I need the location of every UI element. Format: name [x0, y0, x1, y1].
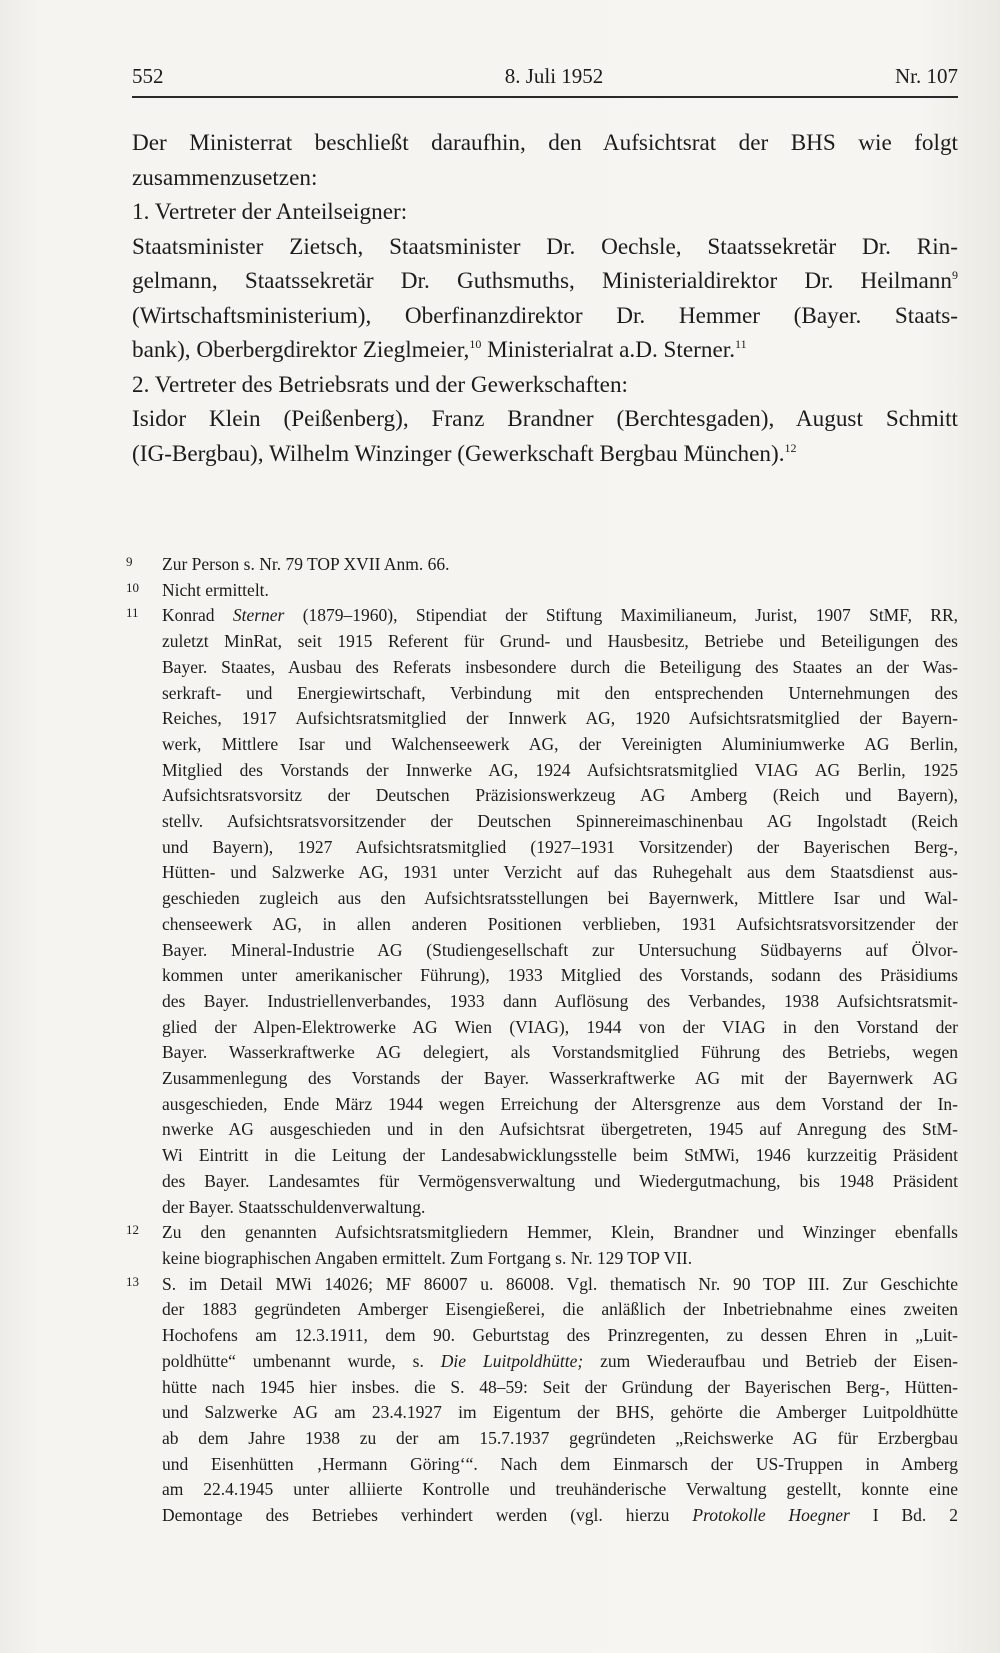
text-line: (IG-Bergbau), Wilhelm Winzinger (Gewerkschaft Bergbau München).$^{12}$ [132, 440, 797, 467]
cited-title: Protokolle Hoegner [692, 1505, 850, 1526]
footnote-ref: 12 [784, 440, 797, 455]
footnote-9 [126, 552, 958, 578]
footnote-ref: 10 [469, 337, 482, 351]
footnote-line: Aufsichtsratsvorsitz der Deutschen Präzisionswerkzeug AG Amberg (Reich und Bayern), [162, 785, 958, 806]
text-line: (Wirtschaftsministerium), Oberfinanzdirektor Dr. Hemmer (Bayer. Staats- [132, 302, 958, 329]
footnote-line: der Bayer. Staatsschuldenverwaltung. [162, 1196, 426, 1217]
footnote-line: Bayer. Staates, Ausbau des Referats insbesondere durch die Beteiligung des Staates an der Was- [162, 656, 958, 677]
footnote-line: zuletzt MinRat, seit 1915 Referent für Grund- und Hausbesitz, Betriebe und Beteiligungen des [162, 631, 958, 652]
footnote-13 [126, 1272, 958, 1529]
text-line: Staatsminister Zietsch, Staatsminister Dr. Oechsle, Staatssekretär Dr. Rin- [132, 233, 958, 260]
text-line: Isidor Klein (Peißenberg), Franz Brandner (Berchtesgaden), August Schmitt [132, 406, 958, 432]
person-name: Sterner [232, 605, 285, 626]
footnote-line: Zur Person s. Nr. 79 TOP XVII Anm. 66. [162, 554, 450, 574]
header-rule [132, 96, 958, 98]
footnote-line: glied der Alpen-Elektrowerke AG Wien (VIAG), 1944 von der VIAG in den Vorstand der [162, 1016, 958, 1037]
text-line: gelmann, Staatssekretär Dr. Guthsmuths, Ministerialdirektor Dr. Heilmann$^9$ [132, 268, 958, 294]
footnote-line: keine biographischen Angaben ermittelt. Zum Fortgang s. Nr. 129 TOP VII. [162, 1247, 693, 1268]
footnote-line: Zusammenlegung des Vorstands der Bayer. Wasserkraftwerke AG mit der Bayernwerk AG [162, 1068, 958, 1089]
header-date: 8. Juli 1952 [504, 64, 604, 88]
footnote-number: 11 [126, 605, 139, 621]
footnote-line: hütte nach 1945 hier insbes. die S. 48–59: Seit der Gründung der Bayerischen Berg-, Hütten- [162, 1376, 958, 1397]
footnote-line: nwerke AG ausgeschieden und in den Aufsichtsrat übergetreten, 1945 auf Anregung des StM- [162, 1119, 958, 1140]
section-heading-works-council: 2. Vertreter des Betriebsrats und der Gewerkschaften: [132, 371, 628, 398]
footnote-line: werk, Mittlere Isar und Walchenseewerk AG, der Vereinigten Aluminiumwerke AG Berlin, [162, 733, 958, 754]
footnote-line: des Bayer. Landesamtes für Vermögensverwaltung und Wiedergutmachung, bis 1948 Präsident [162, 1170, 958, 1191]
footnotes [126, 552, 959, 1529]
footnote-ref: 11 [735, 337, 747, 351]
footnote-line: der 1883 gegründeten Amberger Eisengießerei, die anläßlich der Inbetriebnahme eines zweiten [162, 1299, 958, 1320]
footnote-number: 9 [126, 554, 133, 569]
cited-title: Die Luitpoldhütte; [440, 1350, 584, 1371]
footnote-line: Zu den genannten Aufsichtsratsmitgliedern Hemmer, Klein, Brandner und Winzinger ebenfalls [162, 1222, 958, 1243]
footnote-line: S. im Detail MWi 14026; MF 86007 u. 86008. Vgl. thematisch Nr. 90 TOP III. Zur Geschichte [162, 1273, 958, 1294]
text-line: zusammenzusetzen: [132, 164, 318, 191]
footnote-line: serkraft- und Energiewirtschaft, Verbindung mit den entsprechenden Unternehmungen des [162, 682, 958, 703]
footnote-number: 12 [126, 1222, 139, 1238]
footnote-line: Hochofens am 12.3.1911, dem 90. Geburtstag des Prinzregenten, zu dessen Ehren in „Luit- [162, 1325, 958, 1346]
footnote-line: Mitglied des Vorstands der Innwerke AG, 1924 Aufsichtsratsmitglied VIAG AG Berlin, 1925 [162, 759, 958, 780]
footnote-line: Demontage des Betriebes verhindert werden (vgl. hierzu Protokolle Hoegner I Bd. 2 [162, 1505, 958, 1526]
issue-number: Nr. 107 [895, 64, 958, 88]
footnote-line: kommen unter amerikanischer Führung), 1933 Mitglied des Vorstands, sodann des Präsidiums [162, 965, 958, 986]
text-line: bank), Oberbergdirektor Zieglmeier,$^{10}$ Ministerialrat a.D. Sterner.$^{11}$ [132, 337, 747, 363]
footnote-line: chenseewerk AG, in allen anderen Positionen verblieben, 1931 Aufsichtsratsvorsitzender der [162, 913, 958, 934]
footnote-number: 10 [126, 579, 139, 595]
footnote-line: Wi Eintritt in die Leitung der Landesabwicklungsstelle beim StMWi, 1946 kurzzeitig Präsident [162, 1145, 958, 1166]
footnote-line: Bayer. Mineral-Industrie AG (Studiengesellschaft zur Untersuchung Südbayerns auf Ölvor- [162, 939, 958, 960]
footnote-line: am 22.4.1945 unter alliierte Kontrolle und treuhänderische Verwaltung gestellt, konnte eine [162, 1479, 958, 1500]
main-text [132, 126, 958, 471]
footnote-line: Nicht ermittelt. [162, 579, 269, 600]
footnote-line: Hütten- und Salzwerke AG, 1931 unter Verzicht auf das Ruhegehalt aus dem Staatsdienst aus- [162, 862, 958, 883]
footnote-number: 13 [126, 1273, 139, 1289]
footnote-line: Reiches, 1917 Aufsichtsratsmitglied der Innwerk AG, 1920 Aufsichtsratsmitglied der Bayern- [162, 708, 958, 729]
footnote-line: Bayer. Wasserkraftwerke AG delegiert, als Vorstandsmitglied Führung des Betriebs, wegen [162, 1042, 958, 1063]
running-header [132, 64, 958, 94]
footnote-line: Konrad Sterner (1879–1960), Stipendiat der Stiftung Maximilianeum, Jurist, 1907 StMF, RR, [162, 605, 959, 626]
footnote-12 [126, 1220, 958, 1271]
footnote-10 [126, 578, 958, 604]
footnote-line: stellv. Aufsichtsratsvorsitzender der Deutschen Spinnereimaschinenbau AG Ingolstadt (Reich [162, 811, 958, 832]
footnote-line: des Bayer. Industriellenverbandes, 1933 dann Auflösung des Verbandes, 1938 Aufsichtsratsmit- [162, 990, 958, 1011]
footnote-line: und Salzwerke AG am 23.4.1927 im Eigentum der BHS, gehörte die Amberger Luitpoldhütte [162, 1402, 958, 1423]
footnote-ref: 9 [952, 268, 958, 282]
section-heading-shareholders: 1. Vertreter der Anteilseigner: [132, 199, 408, 225]
footnote-line: und Eisenhütten ‚Hermann Göring‘“. Nach dem Einmarsch der US-Truppen in Amberg [162, 1453, 958, 1474]
footnote-line: geschieden zugleich aus den Aufsichtsratsstellungen bei Bayernwerk, Mittlere Isar und Wal- [162, 888, 958, 909]
footnote-line: ausgeschieden, Ende März 1944 wegen Erreichung der Altersgrenze aus dem Vorstand der In- [162, 1093, 958, 1114]
text-line: Der Ministerrat beschließt daraufhin, den Aufsichtsrat der BHS wie folgt [132, 130, 958, 156]
page-number: 552 [132, 64, 164, 88]
footnote-line: ab dem Jahre 1938 zu der am 15.7.1937 gegründeten „Reichswerke AG für Erzbergbau [162, 1427, 958, 1448]
footnote-11 [126, 603, 959, 1220]
footnote-line: poldhütte“ umbenannt wurde, s. Die Luitpoldhütte; zum Wiederaufbau und Betrieb der Eisen- [162, 1350, 958, 1371]
footnote-line: und Bayern), 1927 Aufsichtsratsmitglied (1927–1931 Vorsitzender) der Bayerischen Berg-, [162, 836, 958, 857]
